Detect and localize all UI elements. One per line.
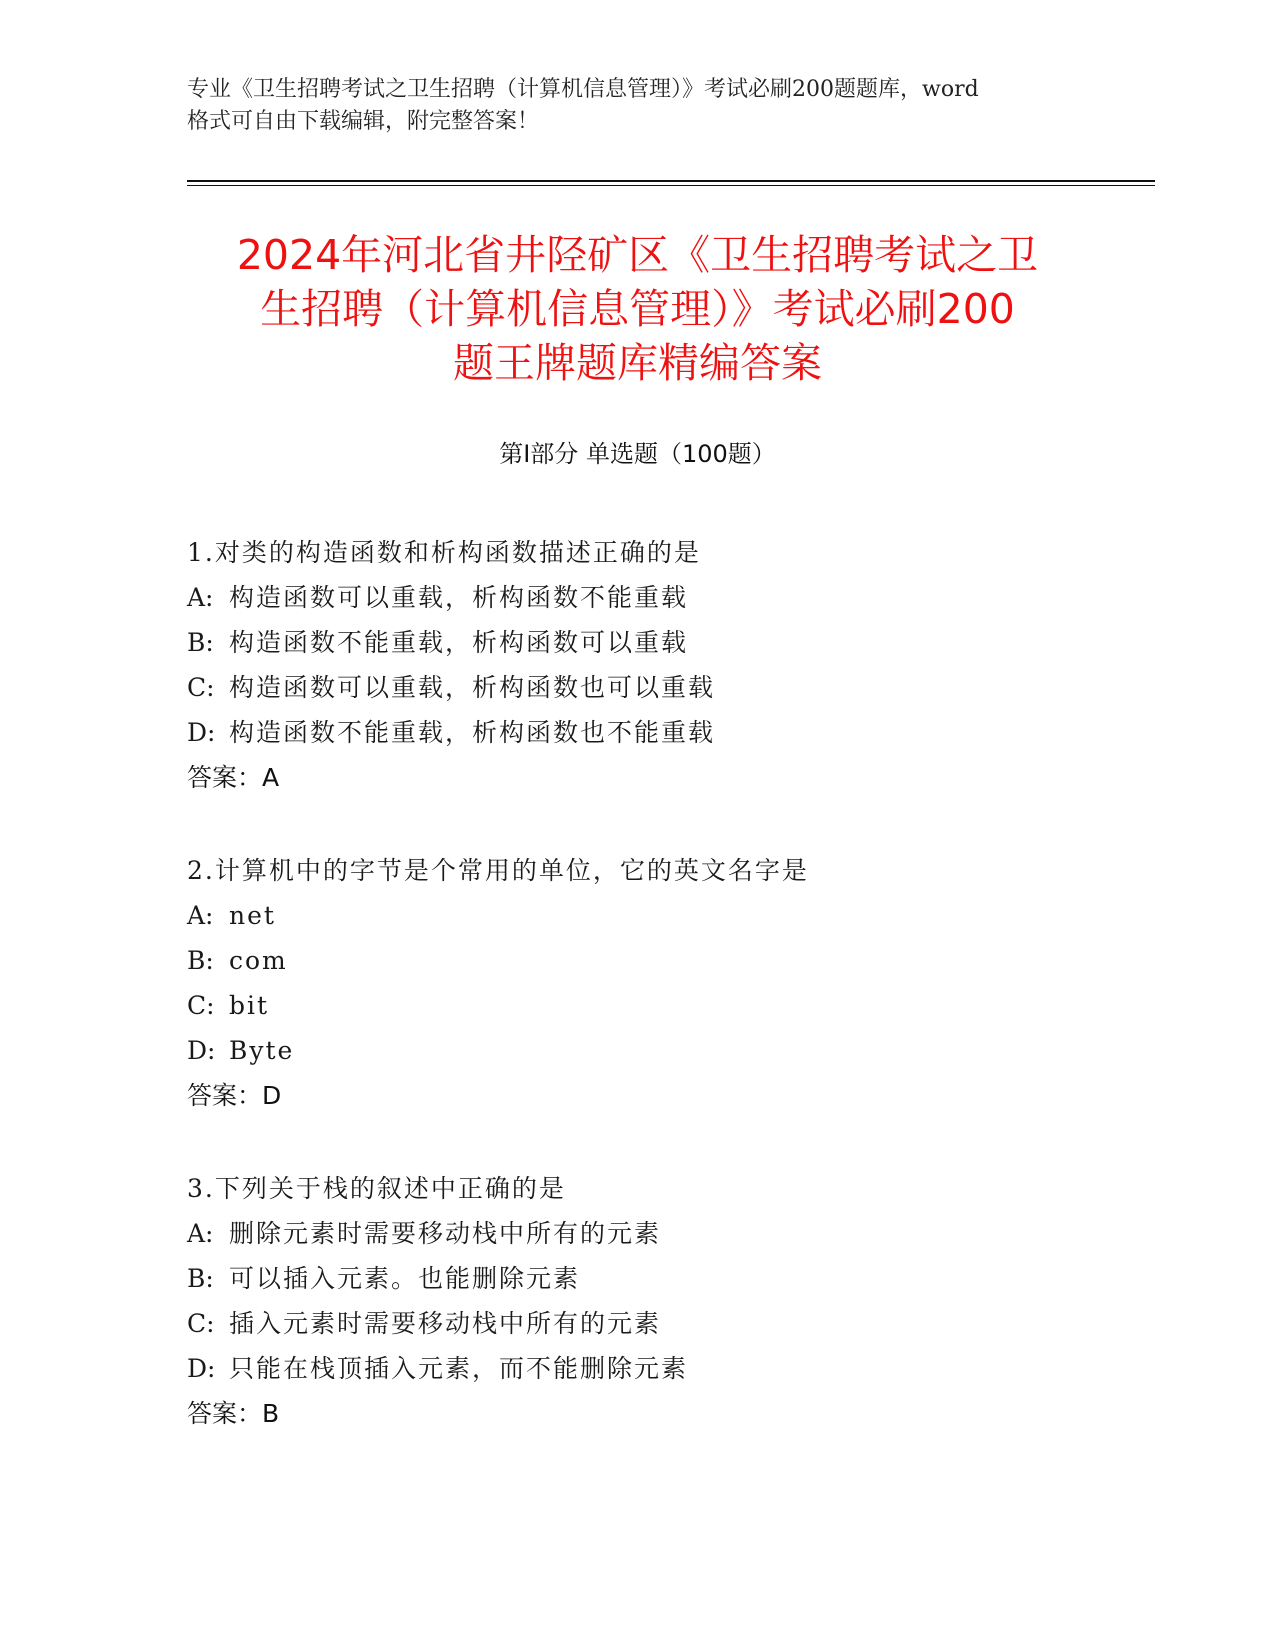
question-3 [187,1166,1137,1436]
answer: 答案：D [187,1081,282,1110]
option-key: D: [187,1036,216,1065]
option-text: 构造函数可以重载，析构函数也可以重载 [229,673,716,702]
option-c [187,983,1137,1028]
option-text: 可以插入元素。也能删除元素 [229,1264,581,1293]
question-2 [187,848,1137,1118]
option-b [187,620,1137,665]
option-text: 只能在栈顶插入元素，而不能删除元素 [229,1354,689,1383]
option-text: Byte [229,1036,295,1065]
document-title-line-1: 2024年河北省井陉矿区《卫生招聘考试之卫 [236,231,1039,279]
option-text: bit [229,991,270,1020]
header-note-line-2: 格式可自由下载编辑，附完整答案！ [187,109,540,134]
option-key: B: [187,628,214,657]
option-d [187,710,1137,755]
option-text: 构造函数不能重载，析构函数可以重载 [229,628,689,657]
document-title [140,228,1135,390]
option-c [187,1301,1137,1346]
option-key: B: [187,1264,214,1293]
header-note-line-1: 专业《卫生招聘考试之卫生招聘（计算机信息管理）》考试必刷200题题库，word [187,77,979,102]
option-key: A: [187,901,214,930]
question-stem: 1.对类的构造函数和析构函数描述正确的是 [187,538,701,567]
option-text: net [229,901,276,930]
option-key: C: [187,1309,215,1338]
document-title-line-2: 生招聘（计算机信息管理）》考试必刷200 [260,285,1015,333]
question-stem: 3.下列关于栈的叙述中正确的是 [187,1174,566,1203]
header-divider-thin [187,185,1155,186]
option-key: B: [187,946,214,975]
answer: 答案：B [187,1399,280,1428]
option-b [187,1256,1137,1301]
section-title: 第Ⅰ部分 单选题（100题） [499,440,776,468]
option-key: C: [187,991,215,1020]
option-d [187,1028,1137,1073]
document-title-line-3: 题王牌题库精编答案 [453,339,822,387]
option-key: C: [187,673,215,702]
option-key: D: [187,1354,216,1383]
option-text: 插入元素时需要移动栈中所有的元素 [229,1309,662,1338]
option-d [187,1346,1137,1391]
option-key: D: [187,718,216,747]
header-divider-thick [187,180,1155,182]
option-text: 构造函数不能重载，析构函数也不能重载 [229,718,716,747]
question-1 [187,530,1137,800]
option-a [187,575,1137,620]
option-key: A: [187,583,214,612]
option-a [187,893,1137,938]
option-b [187,938,1137,983]
option-text: 构造函数可以重载，析构函数不能重载 [229,583,689,612]
option-a [187,1211,1137,1256]
option-c [187,665,1137,710]
question-stem: 2.计算机中的字节是个常用的单位，它的英文名字是 [187,856,809,885]
option-text: 删除元素时需要移动栈中所有的元素 [229,1219,662,1248]
header-note [187,74,1087,138]
option-text: com [229,946,288,975]
answer: 答案：A [187,763,280,792]
option-key: A: [187,1219,214,1248]
